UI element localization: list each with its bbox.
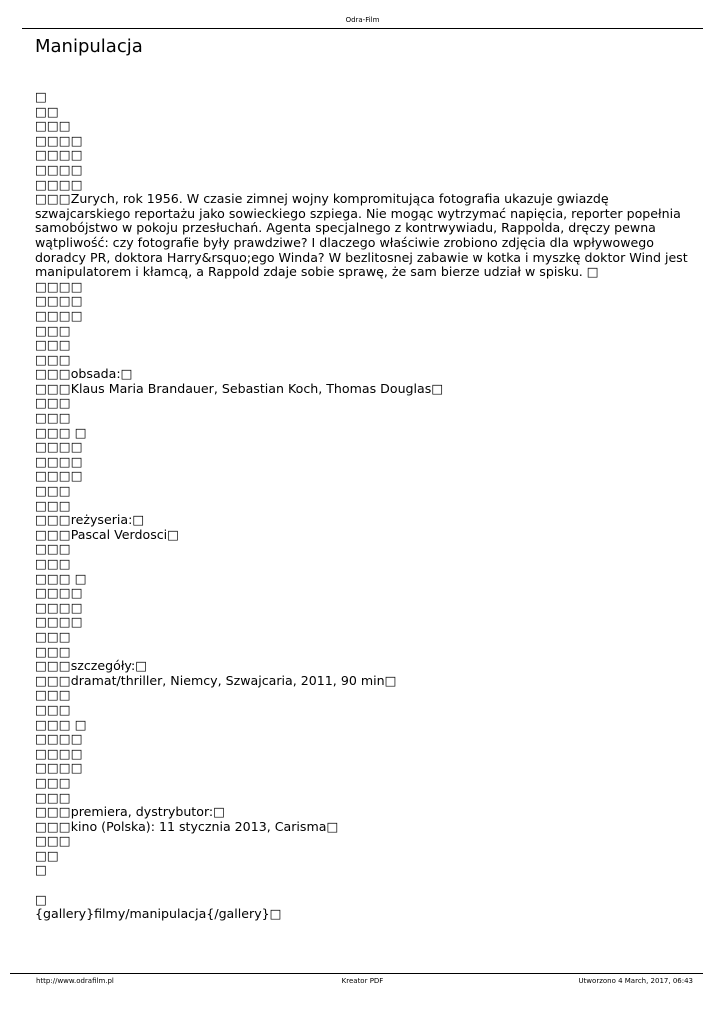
- premiere-label: □□□premiera, dystrybutor:□: [35, 804, 226, 820]
- text-line: □□□: [35, 628, 71, 644]
- cast-label: □□□obsada:□: [35, 366, 133, 382]
- text-line: □□□□: [35, 760, 83, 776]
- text-line: □□□: [35, 833, 71, 849]
- text-line: □□□: [35, 497, 71, 513]
- text-line: □□□□: [35, 439, 83, 455]
- header-divider: [22, 28, 703, 29]
- footer-divider: [10, 973, 703, 974]
- text-line: □□□: [35, 337, 71, 353]
- text-line: □□□: [35, 483, 71, 499]
- page-title: Manipulacja: [35, 36, 143, 57]
- text-line: □: [35, 862, 47, 878]
- text-line: □□□: [35, 351, 71, 367]
- footer-url: http://www.odrafilm.pl: [36, 977, 114, 985]
- text-line: □□□ □: [35, 570, 87, 586]
- text-line: □□□□: [35, 745, 83, 761]
- footer-created: Utworzono 4 March, 2017, 06:43: [578, 977, 693, 985]
- text-line: □□□□: [35, 585, 83, 601]
- text-line: □□□□: [35, 147, 83, 163]
- text-line: □□□: [35, 118, 71, 134]
- text-line: □□□: [35, 322, 71, 338]
- text-line: □□□□: [35, 307, 83, 323]
- text-line: □□□: [35, 395, 71, 411]
- text-line: □□□: [35, 410, 71, 426]
- text-line: □□□□: [35, 161, 83, 177]
- text-line: □□: [35, 103, 59, 119]
- text-line: □□□□: [35, 599, 83, 615]
- text-line: □□: [35, 847, 59, 863]
- details-label: □□□szczegóły:□: [35, 658, 148, 674]
- premiere-value: □□□kino (Polska): 11 stycznia 2013, Carisma□: [35, 818, 339, 834]
- details-value: □□□dramat/thriller, Niemcy, Szwajcaria, 2011, 90 min□: [35, 672, 397, 688]
- footer-generator: Kreator PDF: [341, 977, 384, 985]
- text-line: □□□□: [35, 453, 83, 469]
- text-line: □: [35, 891, 47, 907]
- text-line: □□□□: [35, 278, 83, 294]
- text-line: □□□□: [35, 468, 83, 484]
- text-line: □□□: [35, 687, 71, 703]
- site-header: Odra-Film: [345, 16, 380, 24]
- text-line: □□□□: [35, 614, 83, 630]
- text-line: □□□: [35, 774, 71, 790]
- text-line: □□□: [35, 701, 71, 717]
- text-line: □□□□: [35, 132, 83, 148]
- director-label: □□□reżyseria:□: [35, 512, 145, 528]
- synopsis-paragraph: □□□Zurych, rok 1956. W czasie zimnej wojny kompromitująca fotografia ukazuje gwiazdę szwajcarskiego reportażu jako sowieckiego szpiega. Nie mogąc wytrzymać napięcia, reporter popełnia samobójstwo w pokoju przesłuchań. Agenta specjalnego z kontrwywiadu, Rappolda, dręczy pewna wątpliwość: czy fotografie były prawdziwe? I dlaczego właściwie zrobiono zdjęcia dla wpływowego doradcy PR, doktora Harry&rsquo;ego Winda? W bezlitosnej zabawie w kotka i myszkę doktor Wind jest manipulatorem i kłamcą, a Rappold zdaje sobie sprawę, że sam bierze udział w spisku. □: [35, 191, 688, 280]
- cast-value: □□□Klaus Maria Brandauer, Sebastian Koch, Thomas Douglas□: [35, 380, 444, 396]
- article-body: [35, 90, 700, 922]
- blank-line: [35, 878, 700, 893]
- text-line: □□□□: [35, 731, 83, 747]
- text-line: □□□: [35, 556, 71, 571]
- text-line: □□□ □: [35, 424, 87, 440]
- text-line: □□□: [35, 541, 71, 557]
- gallery-tag: {gallery}filmy/manipulacja{/gallery}□: [35, 906, 282, 922]
- text-line: □□□: [35, 789, 71, 805]
- text-line: □□□: [35, 643, 71, 659]
- director-value: □□□Pascal Verdosci□: [35, 526, 180, 542]
- text-line: □□□□: [35, 293, 83, 309]
- text-line: □: [35, 89, 47, 104]
- text-line: □□□□: [35, 176, 83, 192]
- text-line: □□□ □: [35, 716, 87, 732]
